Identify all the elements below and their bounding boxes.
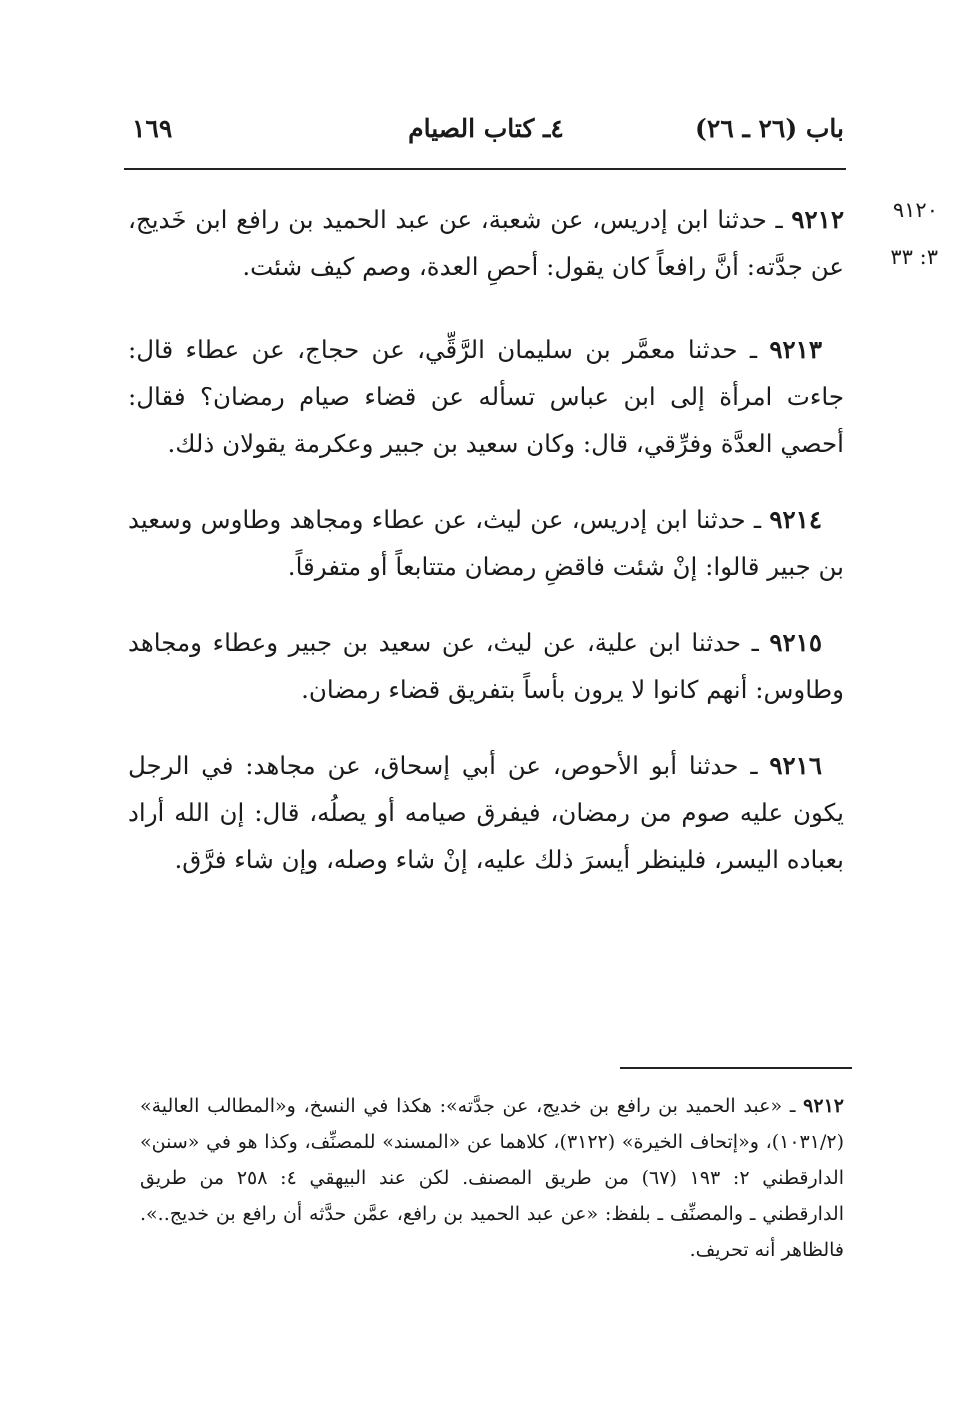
hadith-number: ٩٢١٦: [769, 751, 822, 780]
hadith-text: ـ حدثنا أبو الأحوص، عن أبي إسحاق، عن مجاهد: في الرجل يكون عليه صوم من رمضان، فيفرق صيامه أو يصلُه، قال: إن الله أراد بعباده اليسر، فلينظر أيسرَ ذلك عليه، إنْ شاء وصله، وإن شاء فرَّق.: [128, 751, 844, 874]
page-number: ١٦٩: [132, 114, 173, 143]
hadith-number: ٩٢١٥: [769, 628, 822, 657]
hadith-paragraph: [128, 196, 844, 290]
footnote-number: ٩٢١٢: [803, 1095, 844, 1117]
footnote: [140, 1088, 844, 1268]
hadith-text: ـ حدثنا ابن علية، عن ليث، عن سعيد بن جبير وعطاء ومجاهد وطاوس: أنهم كانوا لا يرون بأساً بتفريق قضاء رمضان.: [128, 628, 844, 704]
chapter-reference: باب (٢٦ ـ ٢٦): [695, 114, 844, 143]
hadith-text: ـ حدثنا ابن إدريس، عن ليث، عن عطاء ومجاهد وطاوس وسعيد بن جبير قالوا: إنْ شئت فاقضِ رمضان متتابعاً أو متفرقاً.: [128, 505, 844, 581]
header-rule: [124, 168, 846, 170]
footnote-rule: [620, 1067, 852, 1069]
hadith-paragraph: [128, 619, 844, 713]
hadith-paragraph: [128, 742, 844, 883]
hadith-number: ٩٢١٢: [791, 205, 844, 234]
hadith-number: ٩٢١٤: [769, 505, 822, 534]
main-text: [128, 196, 844, 912]
hadith-paragraph: [128, 496, 844, 590]
margin-volume-reference: ٣: ٣٣: [890, 245, 938, 269]
hadith-number: ٩٢١٣: [769, 335, 822, 364]
footnote-text: ـ «عبد الحميد بن رافع بن خديج، عن جدَّته»: هكذا في النسخ، و«المطالب العالية» (١٠٣١/٢)، و«إتحاف الخيرة» (٣١٢٢)، كلاهما عن «المسند» للمصنِّف، وكذا هو في «سنن» الدارقطني ٢: ١٩٣ (٦٧) من طريق المصنف. لكن عند البيهقي ٤: ٢٥٨ من طريق الدارقطني ـ والمصنِّف ـ بلفظ: «عن عبد الحميد بن رافع، عمَّن حدَّثه أن رافع بن خديج..». فالظاهر أنه تحريف.: [140, 1095, 845, 1261]
hadith-text: ـ حدثنا ابن إدريس، عن شعبة، عن عبد الحميد بن رافع ابن خَديج، عن جدَّته: أنَّ رافعاً كان يقول: أحصِ العدة، وصم كيف شئت.: [128, 205, 844, 281]
page-header: [128, 108, 844, 158]
hadith-text: ـ حدثنا معمَّر بن سليمان الرَّقِّي، عن حجاج، عن عطاء قال: جاءت امرأة إلى ابن عباس تسأله عن قضاء صيام رمضان؟ فقال: أحصي العدَّة وفرِّقي، قال: وكان سعيد بن جبير وعكرمة يقولان ذلك.: [128, 335, 844, 458]
hadith-paragraph: [128, 326, 844, 467]
book-title: ٤ـ كتاب الصيام: [408, 114, 564, 143]
margin-reference-number: ٩١٢٠: [892, 198, 938, 222]
